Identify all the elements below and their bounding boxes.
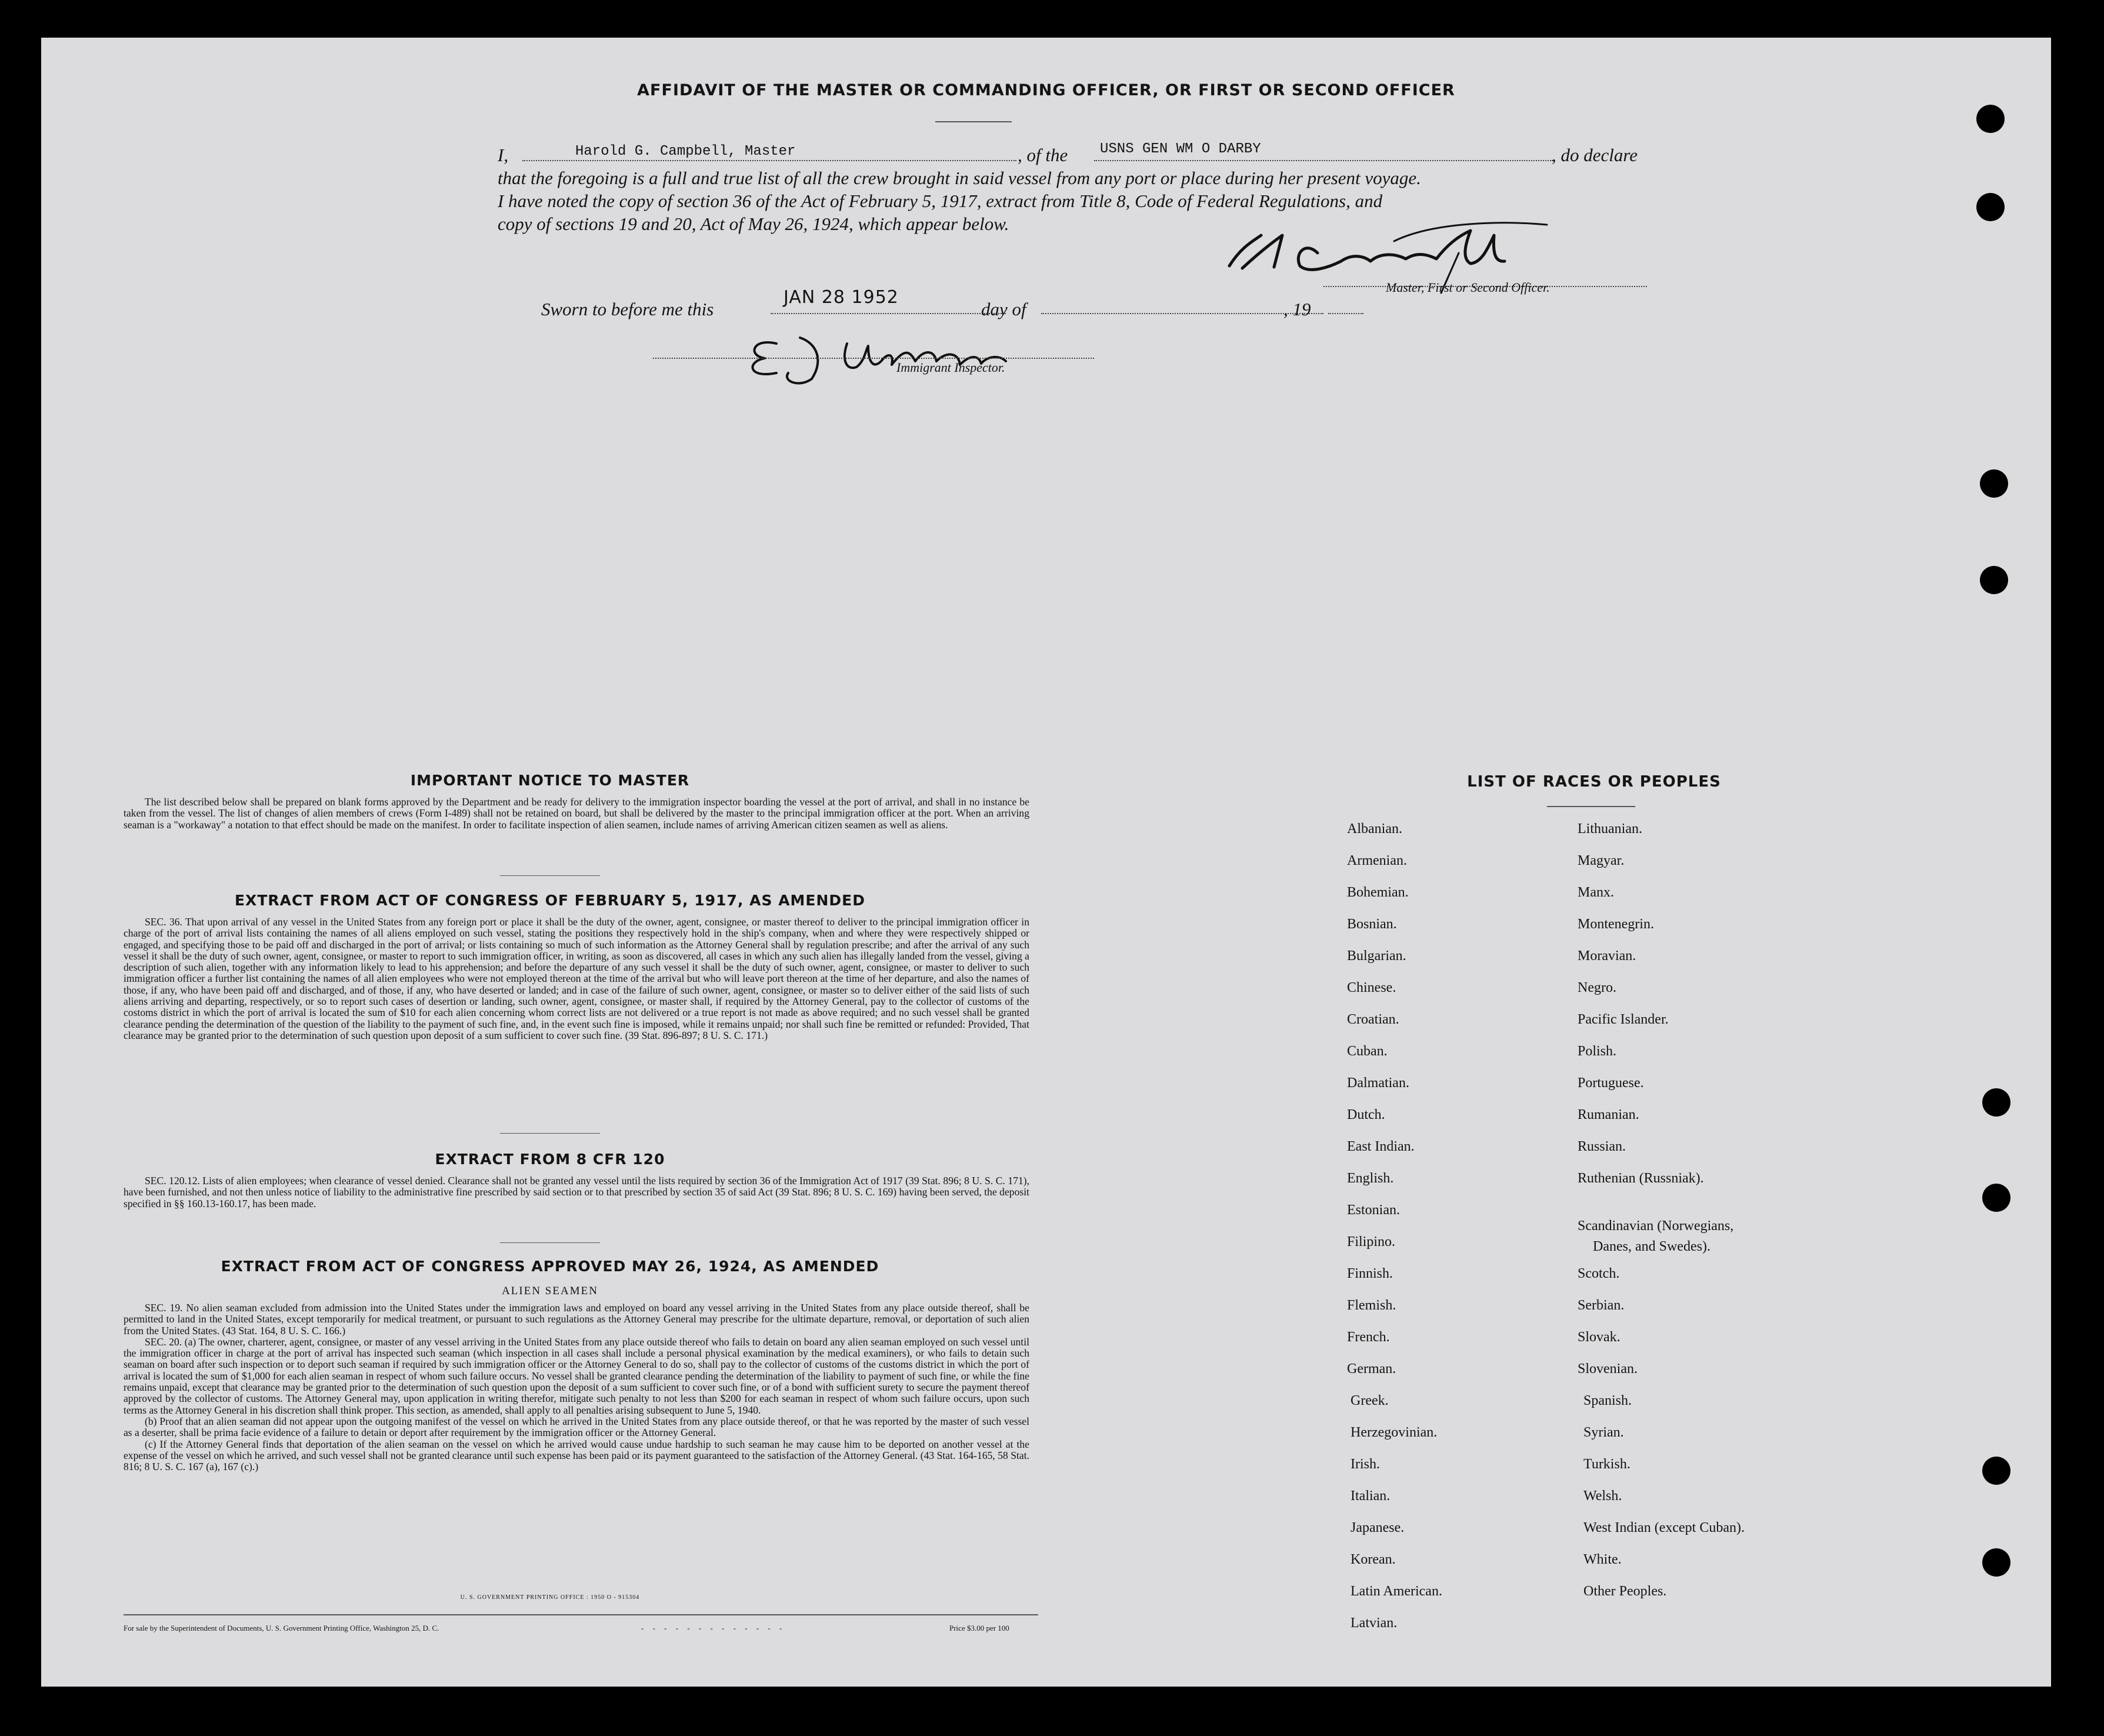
vessel-field-line [1094, 160, 1553, 161]
race-item: Herzegovinian. [1351, 1425, 1438, 1440]
master-name-field: Harold G. Campbell, Master [575, 144, 796, 159]
race-item: Bosnian. [1347, 917, 1397, 932]
race-item: Lithuanian. [1578, 821, 1642, 837]
rule-1 [500, 875, 600, 876]
race-item: Turkish. [1583, 1457, 1630, 1472]
races-title: LIST OF RACES OR PEOPLES [1467, 773, 1721, 791]
rule-3 [500, 1242, 600, 1243]
extract-1924-title: EXTRACT FROM ACT OF CONGRESS APPROVED MAY 26, 1924, AS AMENDED [221, 1258, 879, 1275]
race-item: Scotch. [1578, 1266, 1620, 1281]
extract-1917-title: EXTRACT FROM ACT OF CONGRESS OF FEBRUARY 5, 1917, AS AMENDED [234, 892, 866, 909]
notice-body: The list described below shall be prepared on blank forms approved by the Department and be ready for delivery to the immigration inspector boarding the vessel at the port of arrival, and shall in no instance be taken from the vessel. The list of changes of alien members of crews (Form I-489) shall not be retained on board, but shall be delivered by the master to the principal immigration officer at the port. When an arriving seaman is a "workaway" a notation to that effect should be made on the manifest. In order to facilitate inspection of alien seamen, include names of arriving American citizen seamen as well as aliens. [124, 796, 1029, 831]
binder-hole [1980, 469, 2008, 498]
race-item: East Indian. [1347, 1139, 1415, 1154]
race-item: Dalmatian. [1347, 1075, 1409, 1091]
footer-rule [124, 1614, 1038, 1615]
binder-hole [1982, 1088, 2010, 1117]
sec-20b-body: (b) Proof that an alien seaman did not appear upon the outgoing manifest of the vessel on which he arrived in the United States from any place outside thereof, or that he was reported by the master of such vessel as a deserter, shall be prima facie evidence of a failure to detain or deport after requirement by the immigration officer or the Attorney General. [124, 1415, 1029, 1439]
race-item: Slovenian. [1578, 1361, 1638, 1377]
title-rule [935, 121, 1012, 122]
race-item: Armenian. [1347, 853, 1407, 868]
date-stamp: JAN 28 1952 [783, 287, 899, 308]
race-item: Danes, and Swedes). [1593, 1239, 1710, 1254]
affidavit-line-3: I have noted the copy of section 36 of the Act of February 5, 1917, extract from Title 8, Code of Federal Regulations, and [498, 191, 1383, 211]
race-item: Cuban. [1347, 1044, 1388, 1059]
extract-cfr-body: SEC. 120.12. Lists of alien employees; when clearance of vessel denied. Clearance shall not be granted any vessel until the lists required by section 36 of the Immigration Act of 1917 (39 Stat. 896; 8 U. S. C. 171), have been furnished, and not then unless notice of liability to the administrative fine prescribed by said section or to that prescribed by section 35 of said Act (39 Stat. 896; 8 U. S. C. 169) having been served, the deposit specified in §§ 160.13-160.17, has been made. [124, 1175, 1029, 1209]
race-item: White. [1583, 1552, 1622, 1567]
races-title-rule [1547, 806, 1635, 807]
extract-1924-section [124, 1302, 1029, 1472]
race-item: Moravian. [1578, 948, 1636, 964]
race-item: Italian. [1351, 1488, 1391, 1504]
alien-seamen-subtitle: ALIEN SEAMEN [502, 1285, 598, 1297]
master-caption: Master, First or Second Officer. [1386, 280, 1550, 295]
race-item: Russian. [1578, 1139, 1626, 1154]
affidavit-line-4: copy of sections 19 and 20, Act of May 26, 1924, which appear below. [498, 214, 1009, 234]
footer-sale-text: For sale by the Superintendent of Documents, U. S. Government Printing Office, Washington 25, D. C. [124, 1624, 439, 1632]
document-page [41, 38, 2051, 1687]
binder-hole [1982, 1457, 2010, 1485]
name-field-line [522, 160, 1016, 161]
affidavit-i: I, [498, 145, 509, 165]
race-item: Finnish. [1347, 1266, 1393, 1281]
notice-section [124, 797, 1029, 831]
day-of-label: day of [981, 299, 1026, 319]
race-item: West Indian (except Cuban). [1583, 1520, 1745, 1535]
footer-price: Price $3.00 per 100 [949, 1624, 1009, 1632]
race-item: Montenegrin. [1578, 917, 1654, 932]
gpo-imprint: U. S. GOVERNMENT PRINTING OFFICE : 1950 O - 915304 [460, 1594, 640, 1601]
race-item: Rumanian. [1578, 1107, 1639, 1122]
sec-20a-body: SEC. 20. (a) The owner, charterer, agent, consignee, or master of any vessel arriving in the United States from any place outside thereof who fails to detain on board any alien seaman employed on such vessel until the immigration officer in charge at the port of arrival has inspected such seaman (which inspection in all cases shall include a personal physical examination by the medical examiners), or who fails to detain such seaman on board after such inspection or to deport such seaman if required by such immigration officer or the Attorney General to do so, shall pay to the collector of customs of the customs district in which the port of arrival is located the sum of $1,000 for each alien seaman in respect of whom such failure occurs. No vessel shall be granted clearance pending the determination of the liability to payment of such fine, or while the fine remains unpaid, except that clearance may be granted prior to the determination of such question upon the deposit of a sum sufficient to cover such fine, or of a bond with sufficient surety to secure the payment thereof approved by the collector of customs. The Attorney General may, upon application in writing therefor, mitigate such penalty to not less than $200 for each seaman in respect of whom such failure occurs, upon such terms as the Attorney General in his discretion shall think proper. This section, as amended, shall apply to all penalties arising subsequent to June 5, 1940. [124, 1335, 1029, 1416]
notice-title: IMPORTANT NOTICE TO MASTER [410, 772, 690, 789]
extract-1917-section [124, 917, 1029, 1041]
affidavit-of-the: , of the [1018, 145, 1068, 165]
race-item: Albanian. [1347, 821, 1402, 837]
race-item: Japanese. [1351, 1520, 1405, 1535]
race-item: Syrian. [1583, 1425, 1624, 1440]
race-item: Spanish. [1583, 1393, 1632, 1408]
year-field-line [1328, 313, 1363, 314]
rule-2 [500, 1133, 600, 1134]
race-item: Korean. [1351, 1552, 1396, 1567]
race-item: Manx. [1578, 885, 1614, 900]
binder-hole [1976, 105, 2005, 133]
race-item: Latvian. [1351, 1615, 1398, 1631]
race-item: German. [1347, 1361, 1396, 1377]
race-item: Other Peoples. [1583, 1584, 1667, 1599]
vessel-name-field: USNS GEN WM O DARBY [1100, 141, 1261, 157]
footer-dashes: - - - - - - - - - - - - - [641, 1624, 786, 1632]
sec-19-body: SEC. 19. No alien seaman excluded from admission into the United States under the immigration laws and employed on board any vessel arriving in the United States from any place outside thereof, shall be permitted to land in the United States, except temporarily for medical treatment, or pursuant to such regulations as the Attorney General may prescribe for the ultimate departure, removal, or deportation of such alien from the United States. (43 Stat. 164, 8 U. S. C. 166.) [124, 1302, 1029, 1337]
binder-hole [1982, 1184, 2010, 1212]
race-item: Scandinavian (Norwegians, [1578, 1218, 1734, 1234]
race-item: Welsh. [1583, 1488, 1622, 1504]
affidavit-title: AFFIDAVIT OF THE MASTER OR COMMANDING OFFICER, OR FIRST OR SECOND OFFICER [637, 81, 1455, 99]
race-item: Greek. [1351, 1393, 1389, 1408]
race-item: Filipino. [1347, 1234, 1396, 1249]
race-item: Croatian. [1347, 1012, 1399, 1027]
affidavit-do-declare: , do declare [1552, 145, 1638, 165]
affidavit-line-2: that the foregoing is a full and true list of all the crew brought in said vessel from any port or place during her present voyage. [498, 168, 1421, 188]
race-item: Ruthenian (Russniak). [1578, 1171, 1704, 1186]
race-item: Flemish. [1347, 1298, 1396, 1313]
race-item: Latin American. [1351, 1584, 1442, 1599]
inspector-caption: Immigrant Inspector. [896, 360, 1005, 375]
race-item: Bulgarian. [1347, 948, 1406, 964]
race-item: Negro. [1578, 980, 1616, 995]
sec-20c-body: (c) If the Attorney General finds that deportation of the alien seaman on the vessel on which he arrived would cause undue hardship to such seaman he may cause him to be deported on another vessel at the expense of the vessel on which he arrived, and such vessel shall not be granted clearance until such expense has been paid or its payment guaranteed to the satisfaction of the Attorney General. (43 Stat. 164-165, 58 Stat. 816; 8 U. S. C. 167 (a), 167 (c).) [124, 1438, 1029, 1473]
extract-1917-body: SEC. 36. That upon arrival of any vessel in the United States from any foreign port or place it shall be the duty of the owner, agent, consignee, or master thereof to deliver to the principal immigration officer in charge of the port of arrival lists containing the names of all aliens employed on such vessel, stating the positions they respectively hold in the ship's company, when and where they were respectively shipped or engaged, and specifying those to be paid off and discharged in the port of arrival; or lists containing so much of such information as the Attorney General shall by regulation prescribe; and after the arrival of any such vessel it shall be the duty of such owner, agent, consignee, or master to report to such immigration officer, in writing, as soon as discovered, all cases in which any such alien has illegally landed from the vessel, giving a description of such alien, together with any information likely to lead to his apprehension; and before the departure of any such vessel it shall be the duty of such owner, agent, consignee, or master to deliver to such immigration officer a further list containing the names of all alien employees who were not employed thereon at the time of the arrival but who will leave port thereon at the time of her departure, and also the names of those, if any, who have been paid off and discharged, and of those, if any, who have deserted or landed; and in case of the failure of such owner, agent, consignee, or master so to deliver either of the said lists of such aliens arriving and departing, respectively, or so to report such cases of desertion or landing, such owner, agent, consignee, or master shall, if required by the Attorney General, pay to the collector of customs of the costoms district in which the port of arrival is located the sum of $10 for each alien concerning whom correct lists are not delivered or a true report is not made as above required; and no such vessel shall be granted clearance pending the determination of the question of the liability to the payment of such fine, and, in the event such fine is imposed, while it remains unpaid; nor shall such fine be remitted or refunded: Provided, That clearance may be granted prior to the determination of such question upon deposit of a sum sufficient to cover such fine. (39 Stat. 896-897; 8 U. S. C. 171.) [124, 916, 1029, 1041]
race-item: Pacific Islander. [1578, 1012, 1669, 1027]
race-item: Portuguese. [1578, 1075, 1644, 1091]
race-item: Estonian. [1347, 1202, 1400, 1218]
binder-hole [1982, 1548, 2010, 1577]
extract-cfr-title: EXTRACT FROM 8 CFR 120 [435, 1151, 665, 1168]
year-label: , 19 [1283, 299, 1311, 319]
sworn-label: Sworn to before me this [541, 299, 714, 319]
race-item: Irish. [1351, 1457, 1380, 1472]
race-item: Dutch. [1347, 1107, 1385, 1122]
sworn-date-line [771, 313, 1006, 314]
race-item: Magyar. [1578, 853, 1625, 868]
race-item: French. [1347, 1330, 1390, 1345]
race-item: Polish. [1578, 1044, 1617, 1059]
race-item: Chinese. [1347, 980, 1396, 995]
race-item: English. [1347, 1171, 1394, 1186]
race-item: Bohemian. [1347, 885, 1409, 900]
month-field-line [1041, 313, 1323, 314]
binder-hole [1980, 566, 2008, 594]
extract-cfr-section [124, 1175, 1029, 1209]
race-item: Slovak. [1578, 1330, 1620, 1345]
binder-hole [1976, 193, 2005, 221]
race-item: Serbian. [1578, 1298, 1625, 1313]
inspector-signature-line [653, 358, 1094, 359]
